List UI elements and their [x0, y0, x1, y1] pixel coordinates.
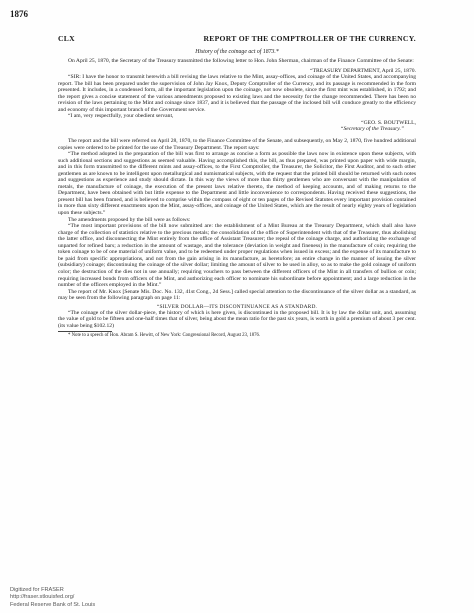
- section-subtitle: History of the coinage act of 1873.*: [195, 49, 279, 55]
- stamp-line: Federal Reserve Bank of St. Louis: [10, 601, 96, 608]
- letter-signature-title: “Secretary of the Treasury.”: [340, 126, 404, 133]
- footnote: * Note to a speech of Hon. Abram S. Hewitt, of New York: Congressional Record, August 23, 1876.: [68, 333, 261, 339]
- stamp-link[interactable]: http://fraser.stlouisfed.org/: [10, 594, 75, 601]
- footnote-divider: [58, 331, 112, 332]
- closing-paragraph: “The coinage of the silver dollar-piece, the history of which is here given, is discontinued in the proposed bill. It is by law the dollar unit, and, assuming the value of gold to be fifteen and one-half times that of silver, being about the mean ratio for the past six years, is worth in gold a premium of about 3 per cent. (its value being $102.12): [58, 309, 416, 329]
- page-title: REPORT OF THE COMPTROLLER OF THE CURRENCY.: [203, 34, 416, 43]
- letter-body: “SIR: I have the honor to transmit herewith a bill revising the laws relative to the Mint, assay-offices, and coinage of the United States, and accompanying report. The bill has been prepared under the supervision of John Jay Knox, Deputy Comptroller of the Currency, and its passage is recommended in the form presented. It includes, in a condensed form, all the important legislation upon the coinage, not now obsolete, since the first mint was established, in 1792; and the report gives a concise statement of the various amendments proposed to existing laws and the necessity for the change recommended. There has been no revision of the laws pertaining to the Mint and coinage since 1837, and it is believed that the passage of the inclosed bill will conduce greatly to the efficiency and economy of this important branch of the Government service.: [58, 74, 416, 113]
- document-page: [58, 34, 416, 339]
- page-header: [58, 34, 416, 43]
- paragraph: “The method adopted in the preparation of the bill was first to arrange as concise a form as possible the laws now in existence upon these subjects, with such additional sections and suggestions as seemed valuable. Having accomplished this, the bill, as thus prepared, was printed upon paper with wide margin, and in this form transmitted to the different mints and assay-offices, to the First Comptroller, the Treasurer, the Solicitor, the First Auditor, and to such other gentlemen as are known to be intelligent upon metallurgical and numismatical subjects, with the request that the printed bill should be returned with such notes and suggestions as experience and study should dictate. In this way the views of more than thirty gentlemen who are conversant with the manipulation of metals, the manufacture of coinage, the execution of the present laws relative thereto, the method of keeping accounts, and of making returns to the Department, have been obtained with but little expense to the Department and little inconvenience to correspondents. Having received these suggestions, the present bill has been framed, and is believed to comprise within the compass of eight or ten pages of the Revised Statutes every important provision contained in more than sixty different enactments upon the Mint, assay-offices, and coinage of the United States, which are the result of nearly eighty years of legislation upon these subjects.”: [58, 151, 416, 217]
- paragraph: The amendments proposed by the bill were as follows:: [68, 216, 191, 223]
- paragraph: The report and the bill were referred on April 28, 1870, to the Finance Committee of the Senate, and subsequently, on May 2, 1870, five hundred additional copies were ordered to be printed for the use of the Treasury Department. The report says:: [58, 138, 416, 151]
- intro-paragraph: On April 25, 1870, the Secretary of the Treasury transmitted the following letter to Hon. John Sherman, chairman of the Finance Committee of the Senate:: [68, 58, 414, 64]
- paragraph: “The most important provisions of the bill now submitted are: the establishment of a Mint Bureau at the Treasury Department, which shall also have charge of the collection of statistics relative to the precious metals; the consolidation of the office of Superintendent with that of the Treasurer, thus abolishing the latter office, and disconnecting the Mint entirely from the office of Assistant Treasurer; the repeal of the coinage charge, and authorizing the exchange of unparted for refined bars; a reduction in the amount of wastage, and the tolerance (deviation in weight and fineness) in the manufacture of coin; requiring the token coinage to be of one material of uniform value, and to be redeemed under proper regulations when issued in excess; and the expense of its manufacture to be paid from specific appropriations, and not from the gain arising in its manufacture, as heretofore; an entire change in the manner of issuing the silver (subsidiary) coinage; discontinuing the coinage of the silver dollar; limiting the amount of silver to be used in alloy, so as to make the gold coinage of uniform color; the destruction of the dies not in use annually; requiring vouchers to pass between the different officers of the Mint in all transfers of bullion or coin; requiring increased bonds from officers of the Mint, and authorizing each officer to nominate his subordinate before appointment; and a large reduction in the number of the officers employed in the Mint.”: [58, 223, 416, 289]
- paragraph: The report of Mr. Knox [Senate Mis. Doc. No. 132, 41st Cong., 2d Sess.] called special attention to the discontinuance of the silver dollar as a standard, as may be seen from the following paragraph on page 11:: [58, 288, 416, 302]
- letter-dateline: “TREASURY DEPARTMENT, April 25, 1870.: [310, 67, 416, 74]
- stamp-line: Digitized for FRASER: [10, 587, 64, 593]
- letter-closing: “I am, very respectfully, your obedient servant,: [68, 113, 174, 120]
- page-year: 1876: [10, 9, 28, 19]
- section-heading: “SILVER DOLLAR—ITS DISCONTINUANCE AS A STANDARD.: [156, 303, 318, 310]
- digitization-stamp: [10, 587, 95, 609]
- letter-signature: “GEO. S. BOUTWELL,: [361, 119, 416, 126]
- page-code: CLX: [58, 34, 75, 43]
